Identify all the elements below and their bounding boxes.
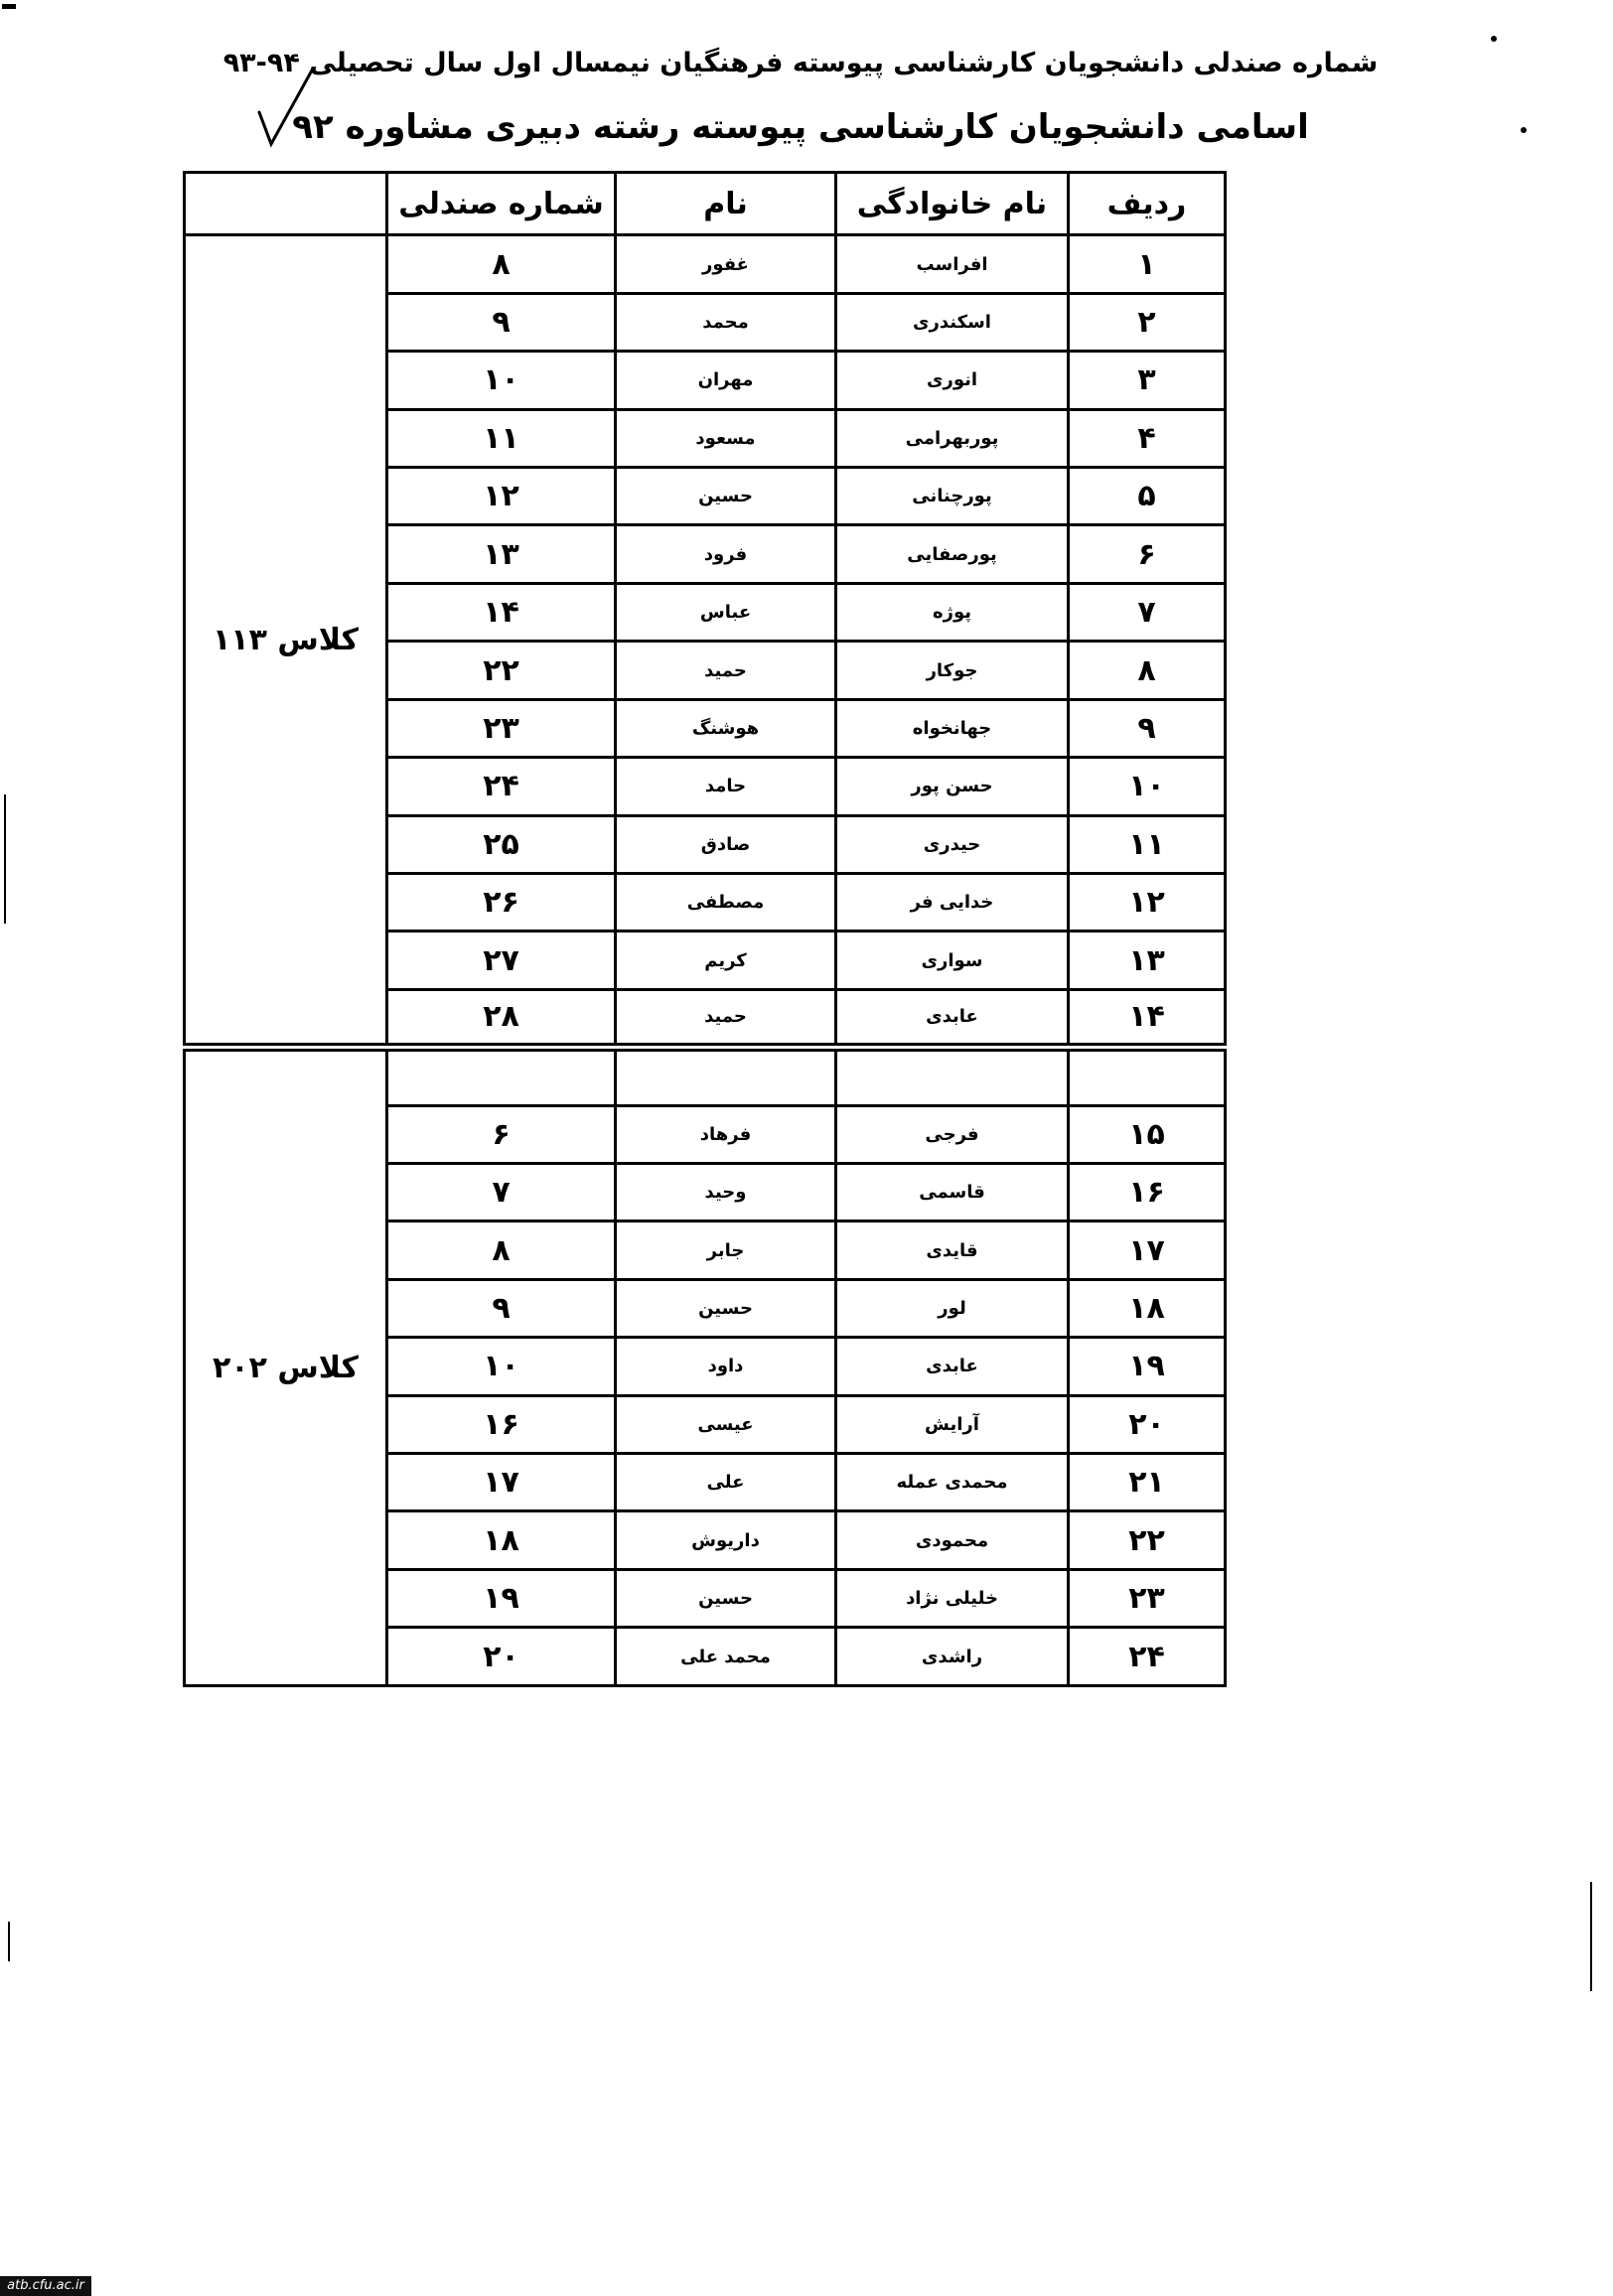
seat-number: ۱۳ bbox=[387, 525, 616, 583]
family-name: خدایی فر bbox=[836, 873, 1069, 931]
seat-number: ۱۱ bbox=[387, 409, 616, 467]
family-name: اسکندری bbox=[836, 293, 1069, 351]
header-blank-cell bbox=[185, 173, 387, 235]
row-number: ۶ bbox=[1069, 525, 1226, 583]
header-name: نام bbox=[616, 173, 836, 235]
family-name: جوکار bbox=[836, 642, 1069, 699]
document-title: اسامی دانشجویان کارشناسی پیوسته رشته دبیری مشاوره ۹۲ bbox=[292, 107, 1309, 147]
row-number: ۵ bbox=[1069, 468, 1226, 525]
seat-number: ۲۳ bbox=[387, 699, 616, 757]
row-number: ۲۴ bbox=[1069, 1628, 1226, 1686]
family-name: فرجی bbox=[836, 1105, 1069, 1163]
first-name: مصطفی bbox=[616, 873, 836, 931]
first-name: غفور bbox=[616, 235, 836, 293]
family-name: انوری bbox=[836, 352, 1069, 409]
table-row bbox=[185, 235, 1226, 293]
first-name: حمید bbox=[616, 989, 836, 1047]
seat-number: ۱۸ bbox=[387, 1511, 616, 1569]
family-name: پوژه bbox=[836, 583, 1069, 641]
family-name: قایدی bbox=[836, 1221, 1069, 1279]
row-number: ۲۰ bbox=[1069, 1395, 1226, 1453]
family-name: آرایش bbox=[836, 1395, 1069, 1453]
family-name: محمدی عمله bbox=[836, 1453, 1069, 1510]
row-number: ۱۹ bbox=[1069, 1338, 1226, 1395]
seat-number: ۹ bbox=[387, 1279, 616, 1337]
first-name: فرهاد bbox=[616, 1105, 836, 1163]
family-name: افراسب bbox=[836, 235, 1069, 293]
scan-speck bbox=[1491, 36, 1497, 42]
first-name: داود bbox=[616, 1338, 836, 1395]
row-number: ۷ bbox=[1069, 583, 1226, 641]
row-number: ۱۳ bbox=[1069, 932, 1226, 989]
student-seat-table bbox=[183, 171, 1227, 1687]
first-name: حسین bbox=[616, 1279, 836, 1337]
first-name: عیسی bbox=[616, 1395, 836, 1453]
family-name: محمودی bbox=[836, 1511, 1069, 1569]
first-name: هوشنگ bbox=[616, 699, 836, 757]
family-name: راشدی bbox=[836, 1628, 1069, 1686]
family-name: پورچنانی bbox=[836, 468, 1069, 525]
seat-number: ۱۲ bbox=[387, 468, 616, 525]
scan-edge-mark bbox=[4, 794, 6, 924]
first-name: جابر bbox=[616, 1221, 836, 1279]
seat-number: ۶ bbox=[387, 1105, 616, 1163]
first-name: داریوش bbox=[616, 1511, 836, 1569]
header-family: نام خانوادگی bbox=[836, 173, 1069, 235]
class-label: کلاس ۱۱۳ bbox=[185, 235, 387, 1048]
row-number: ۱۸ bbox=[1069, 1279, 1226, 1337]
row-number: ۱۰ bbox=[1069, 758, 1226, 815]
row-number: ۸ bbox=[1069, 642, 1226, 699]
header-row-number: ردیف bbox=[1069, 173, 1226, 235]
row-number: ۲۲ bbox=[1069, 1511, 1226, 1569]
family-name: قاسمی bbox=[836, 1163, 1069, 1220]
first-name: علی bbox=[616, 1453, 836, 1510]
table-header-row bbox=[185, 173, 1226, 235]
handwritten-check-mark bbox=[253, 65, 323, 154]
family-name: عابدی bbox=[836, 989, 1069, 1047]
family-name: جهانخواه bbox=[836, 699, 1069, 757]
row-number: ۱۶ bbox=[1069, 1163, 1226, 1220]
row-number: ۱۵ bbox=[1069, 1105, 1226, 1163]
first-name: حسین bbox=[616, 468, 836, 525]
seat-number: ۲۲ bbox=[387, 642, 616, 699]
row-number: ۲۳ bbox=[1069, 1569, 1226, 1627]
family-name: لور bbox=[836, 1279, 1069, 1337]
family-name bbox=[836, 1048, 1069, 1105]
scan-edge-mark bbox=[1590, 1882, 1592, 1991]
seat-number: ۲۵ bbox=[387, 815, 616, 873]
seat-number: ۲۸ bbox=[387, 989, 616, 1047]
row-number: ۴ bbox=[1069, 409, 1226, 467]
row-number: ۲ bbox=[1069, 293, 1226, 351]
first-name: مسعود bbox=[616, 409, 836, 467]
row-number: ۲۱ bbox=[1069, 1453, 1226, 1510]
row-number: ۳ bbox=[1069, 352, 1226, 409]
family-name: پورصفایی bbox=[836, 525, 1069, 583]
scan-speck bbox=[1521, 127, 1527, 133]
seat-number: ۲۴ bbox=[387, 758, 616, 815]
header-seat: شماره صندلی bbox=[387, 173, 616, 235]
seat-number: ۱۹ bbox=[387, 1569, 616, 1627]
first-name bbox=[616, 1048, 836, 1105]
row-number: ۱۴ bbox=[1069, 989, 1226, 1047]
first-name: مهران bbox=[616, 352, 836, 409]
seat-number: ۸ bbox=[387, 235, 616, 293]
first-name: حامد bbox=[616, 758, 836, 815]
row-number: ۱ bbox=[1069, 235, 1226, 293]
scan-edge-mark bbox=[2, 4, 16, 9]
first-name: حسین bbox=[616, 1569, 836, 1627]
seat-number: ۱۶ bbox=[387, 1395, 616, 1453]
first-name: کریم bbox=[616, 932, 836, 989]
seat-number: ۱۰ bbox=[387, 1338, 616, 1395]
family-name: عابدی bbox=[836, 1338, 1069, 1395]
family-name: پوربهرامی bbox=[836, 409, 1069, 467]
family-name: سواری bbox=[836, 932, 1069, 989]
family-name: حیدری bbox=[836, 815, 1069, 873]
row-number: ۹ bbox=[1069, 699, 1226, 757]
row-number: ۱۱ bbox=[1069, 815, 1226, 873]
seat-number: ۹ bbox=[387, 293, 616, 351]
family-name: حسن پور bbox=[836, 758, 1069, 815]
first-name: حمید bbox=[616, 642, 836, 699]
document-subtitle: شماره صندلی دانشجویان کارشناسی پیوسته فرهنگیان نیمسال اول سال تحصیلی ۹۴-۹۳ bbox=[222, 48, 1379, 78]
first-name: فرود bbox=[616, 525, 836, 583]
seat-number bbox=[387, 1048, 616, 1105]
seat-number: ۲۷ bbox=[387, 932, 616, 989]
table-body bbox=[185, 173, 1226, 1686]
row-number bbox=[1069, 1048, 1226, 1105]
seat-number: ۱۷ bbox=[387, 1453, 616, 1510]
family-name: خلیلی نژاد bbox=[836, 1569, 1069, 1627]
first-name: صادق bbox=[616, 815, 836, 873]
seat-number: ۱۴ bbox=[387, 583, 616, 641]
seat-number: ۲۰ bbox=[387, 1628, 616, 1686]
first-name: محمد bbox=[616, 293, 836, 351]
seat-number: ۷ bbox=[387, 1163, 616, 1220]
class-label: کلاس ۲۰۲ bbox=[185, 1048, 387, 1686]
first-name: عباس bbox=[616, 583, 836, 641]
row-number: ۱۲ bbox=[1069, 873, 1226, 931]
seat-number: ۲۶ bbox=[387, 873, 616, 931]
table-row bbox=[185, 1048, 1226, 1105]
seat-number: ۱۰ bbox=[387, 352, 616, 409]
scan-edge-mark bbox=[8, 1922, 10, 1961]
row-number: ۱۷ bbox=[1069, 1221, 1226, 1279]
seat-number: ۸ bbox=[387, 1221, 616, 1279]
site-watermark: atb.cfu.ac.ir bbox=[0, 2276, 91, 2296]
first-name: وحید bbox=[616, 1163, 836, 1220]
first-name: محمد علی bbox=[616, 1628, 836, 1686]
